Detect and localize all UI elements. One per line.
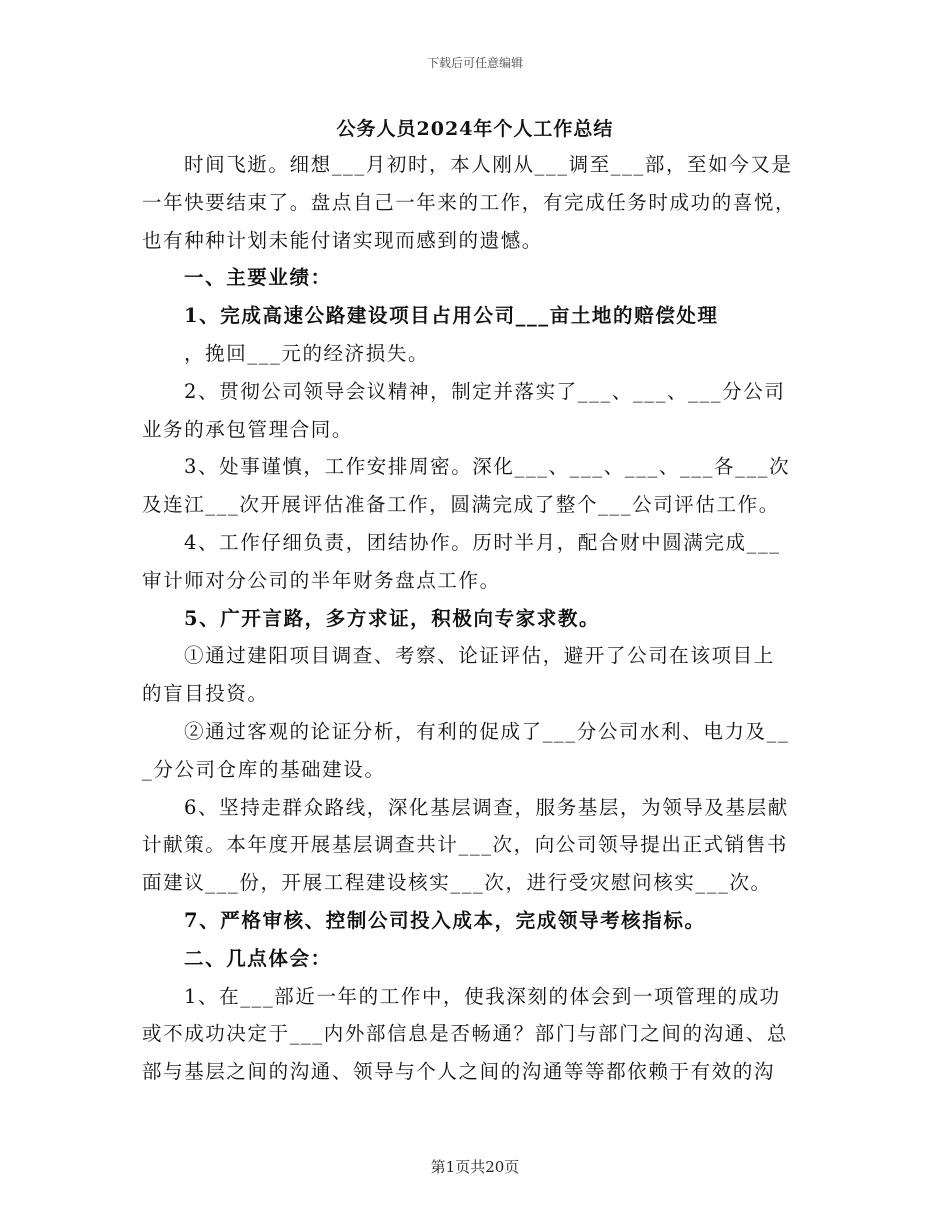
body-line: 或不成功决定于___内外部信息是否畅通？部门与部门之间的沟通、总 (142, 1022, 788, 1046)
body-line: 5、广开言路，多方求证，积极向专家求教。 (184, 606, 601, 630)
body-line: 1、完成高速公路建设项目占用公司___亩土地的赔偿处理 (184, 304, 719, 328)
page-header: 下载后可任意编辑 (426, 56, 523, 70)
body-line: 一年快要结束了。盘点自己一年来的工作，有完成任务时成功的喜悦， (142, 190, 797, 214)
body-line: 面建议___份，开展工程建设核实___次，进行受灾慰问核实___次。 (142, 871, 772, 895)
document-body (142, 146, 810, 1091)
body-line: 的盲目投资。 (142, 682, 269, 706)
body-line: 二、几点体会： (184, 946, 332, 970)
body-line: 6、坚持走群众路线，深化基层调查，服务基层，为领导及基层献 (184, 795, 789, 819)
body-line: 3、处事谨慎，工作安排周密。深化___、___、___、___各___次 (184, 455, 791, 479)
document-title: 公务人员2024年个人工作总结 (336, 118, 614, 140)
body-line: 2、贯彻公司领导会议精神，制定并落实了___、___、___分公司 (184, 379, 786, 403)
page-footer: 第1页共20页 (430, 1158, 520, 1176)
body-line: ，挽回___元的经济损失。 (184, 341, 430, 365)
body-line: 也有种种计划未能付诸实现而感到的遗憾。 (142, 228, 543, 252)
body-line: 7、严格审核、控制公司投入成本，完成领导考核指标。 (184, 908, 706, 932)
body-line: 部与基层之间的沟通、领导与个人之间的沟通等等都依赖于有效的沟 (142, 1060, 776, 1084)
body-line: 一、主要业绩： (184, 266, 332, 290)
body-line: 计献策。本年度开展基层调查共计___次，向公司领导提出正式销售书 (142, 833, 788, 857)
body-line: 1、在___部近一年的工作中，使我深刻的体会到一项管理的成功 (184, 984, 781, 1008)
body-line: 业务的承包管理合同。 (142, 417, 354, 441)
body-line: 审计师对分公司的半年财务盘点工作。 (142, 568, 501, 592)
body-line: 4、工作仔细负责，团结协作。历时半月，配合财中圆满完成___ (184, 530, 781, 554)
body-line: ②通过客观的论证分析，有利的促成了___分公司水利、电力及__ (184, 719, 790, 743)
body-line: 时间飞逝。细想___月初时，本人刚从___调至___部，至如今又是 (184, 153, 793, 176)
body-line: ①通过建阳项目调查、考察、论证评估，避开了公司在该项目上 (184, 644, 775, 668)
body-line: _分公司仓库的基础建设。 (142, 757, 386, 781)
body-line: 及连江___次开展评估准备工作，圆满完成了整个___公司评估工作。 (142, 493, 780, 517)
